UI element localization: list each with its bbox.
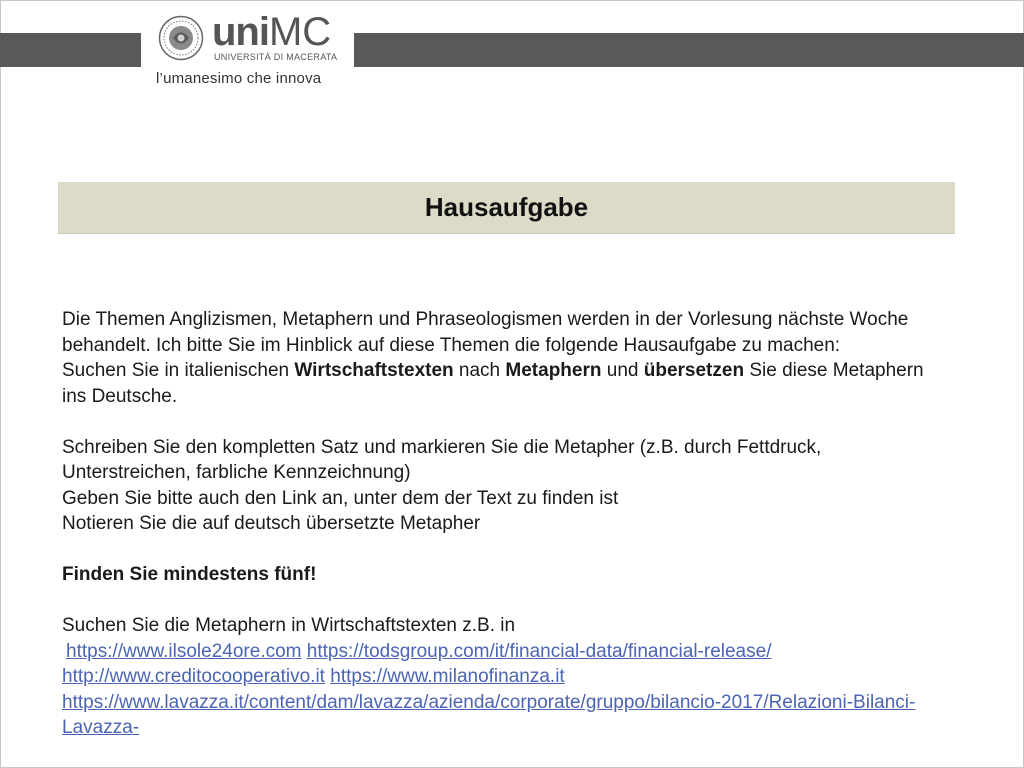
title-band bbox=[58, 182, 955, 234]
link-list bbox=[62, 639, 942, 665]
paragraph-sources: Suchen Sie die Metaphern in Wirtschaftstexten z.B. in bbox=[62, 615, 516, 636]
link-milanofinanza[interactable]: https://www.milanofinanza.it bbox=[330, 666, 565, 687]
link-creditocooperativo[interactable]: http://www.creditocooperativo.it bbox=[62, 666, 325, 687]
paragraph-emphasis bbox=[62, 562, 942, 588]
text-span: Suchen Sie in italienischen bbox=[62, 360, 295, 381]
brand-logo bbox=[212, 12, 331, 52]
paragraph-instructions: Schreiben Sie den kompletten Satz und markieren Sie die Metapher (z.B. durch Fettdruck, Unterstreichen, farbliche Kennzeichnung) bbox=[62, 436, 822, 483]
header-bar-left bbox=[0, 33, 141, 67]
spacer bbox=[62, 409, 942, 435]
spacer bbox=[62, 588, 942, 614]
university-name: UNIVERSITÀ DI MACERATA bbox=[214, 52, 338, 62]
body-text bbox=[62, 307, 942, 741]
link-ilsole24ore[interactable]: https://www.ilsole24ore.com bbox=[66, 640, 302, 662]
link-list bbox=[62, 690, 942, 741]
paragraph-task bbox=[62, 358, 942, 409]
paragraph-link-note: Geben Sie bitte auch den Link an, unter dem der Text zu finden ist bbox=[62, 487, 619, 509]
spacer bbox=[62, 537, 942, 563]
text-span: und bbox=[601, 360, 644, 381]
text-span: Sie diese Metaphern ins Deutsche. bbox=[62, 360, 924, 407]
text-span: nach bbox=[453, 360, 506, 381]
paragraph-translation-note: Notieren Sie die auf deutsch übersetzte Metapher bbox=[62, 513, 481, 534]
tagline: l’umanesimo che innova bbox=[156, 70, 322, 87]
link-lavazza[interactable]: https://www.lavazza.it/content/dam/lavazza/azienda/corporate/gruppo/bilancio-2017/Relazioni-Bilanci-Lavazza- bbox=[62, 691, 916, 738]
link-todsgroup[interactable]: https://todsgroup.com/it/financial-data/financial-release/ bbox=[306, 640, 772, 662]
page-title: Hausaufgabe bbox=[424, 192, 589, 222]
brand-mc: MC bbox=[268, 10, 332, 54]
brand-uni: uni bbox=[212, 10, 269, 54]
paragraph-intro: Die Themen Anglizismen, Metaphern und Phraseologismen werden in der Vorlesung nächste Woche behandelt. Ich bitte Sie im Hinblick auf diese Themen die folgende Hausaufgabe zu machen: bbox=[62, 309, 909, 356]
bold-span: Finden Sie mindestens fünf! bbox=[62, 564, 317, 585]
header-bar-right bbox=[354, 33, 1024, 67]
link-list bbox=[62, 664, 942, 690]
university-seal-icon bbox=[158, 15, 204, 61]
bold-span: Wirtschaftstexten bbox=[294, 360, 454, 381]
bold-span: übersetzen bbox=[643, 360, 745, 381]
bold-span: Metaphern bbox=[505, 360, 602, 381]
